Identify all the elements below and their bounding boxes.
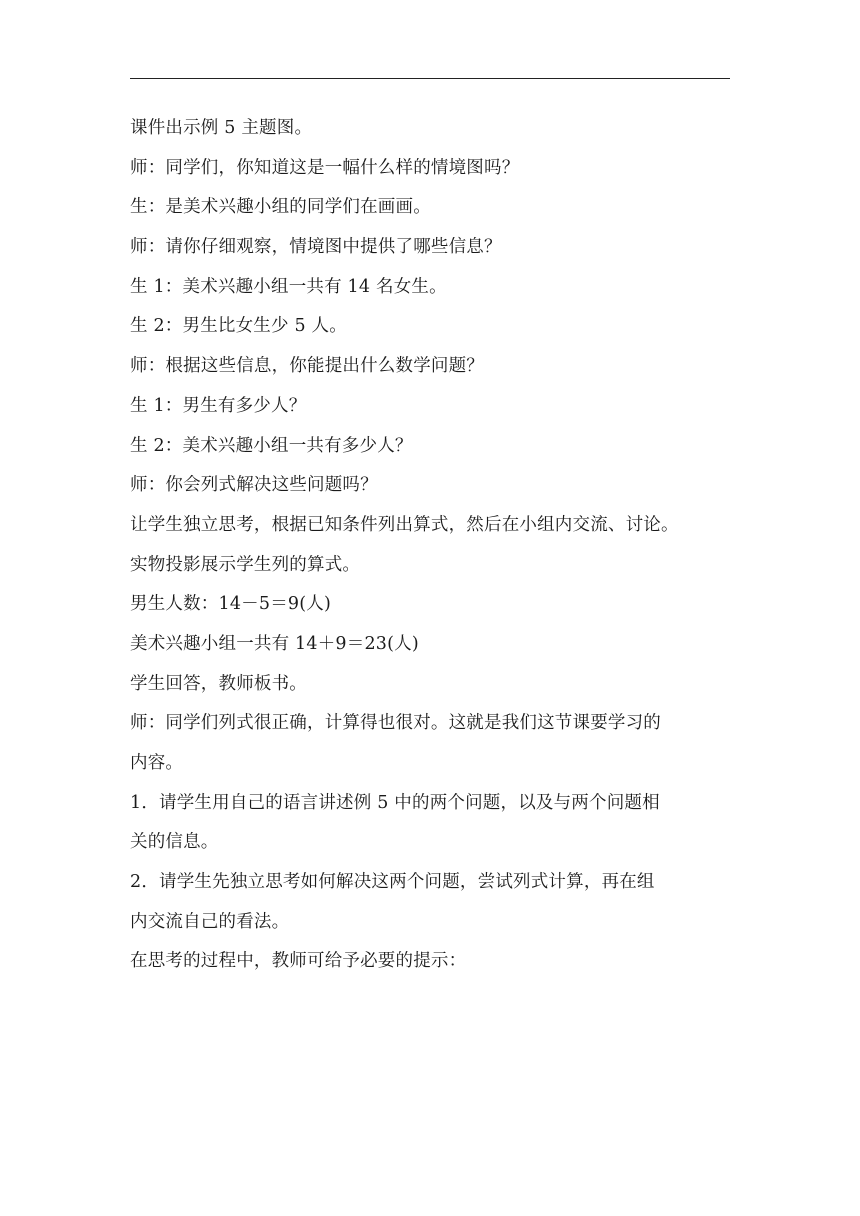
text-line: 关的信息。 bbox=[130, 832, 219, 853]
text-line: 美术兴趣小组一共有 14＋9＝23(人) bbox=[130, 633, 419, 654]
text-line: 师：同学们列式很正确，计算得也很对。这就是我们这节课要学习的 bbox=[130, 713, 661, 734]
text-line: 生：是美术兴趣小组的同学们在画画。 bbox=[130, 197, 431, 218]
text-line: 生 1：男生有多少人？ bbox=[130, 395, 307, 416]
header-rule bbox=[130, 78, 730, 79]
text-line: 生 2：美术兴趣小组一共有多少人？ bbox=[130, 435, 413, 456]
text-line: 师：请你仔细观察，情境图中提供了哪些信息？ bbox=[130, 237, 502, 258]
text-line: 2．请学生先独立思考如何解决这两个问题，尝试列式计算，再在组 bbox=[130, 872, 655, 893]
text-line: 男生人数：14－5＝9(人) bbox=[130, 594, 331, 615]
text-line: 学生回答，教师板书。 bbox=[130, 673, 307, 694]
text-line: 内交流自己的看法。 bbox=[130, 911, 290, 932]
text-line: 让学生独立思考，根据已知条件列出算式，然后在小组内交流、讨论。 bbox=[130, 514, 679, 535]
text-line: 师：你会列式解决这些问题吗？ bbox=[130, 475, 378, 496]
text-line: 在思考的过程中，教师可给予必要的提示： bbox=[130, 951, 467, 972]
text-line: 课件出示例 5 主题图。 bbox=[130, 118, 313, 138]
text-line: 实物投影展示学生列的算式。 bbox=[130, 554, 361, 575]
document-body bbox=[130, 109, 734, 982]
text-line: 生 1：美术兴趣小组一共有 14 名女生。 bbox=[130, 276, 447, 297]
text-line: 师：根据这些信息，你能提出什么数学问题？ bbox=[130, 356, 484, 377]
text-line: 1．请学生用自己的语言讲述例 5 中的两个问题，以及与两个问题相 bbox=[130, 792, 660, 813]
text-line: 生 2：男生比女生少 5 人。 bbox=[130, 316, 347, 337]
text-line: 师：同学们，你知道这是一幅什么样的情境图吗？ bbox=[130, 157, 520, 178]
text-line: 内容。 bbox=[130, 753, 184, 773]
